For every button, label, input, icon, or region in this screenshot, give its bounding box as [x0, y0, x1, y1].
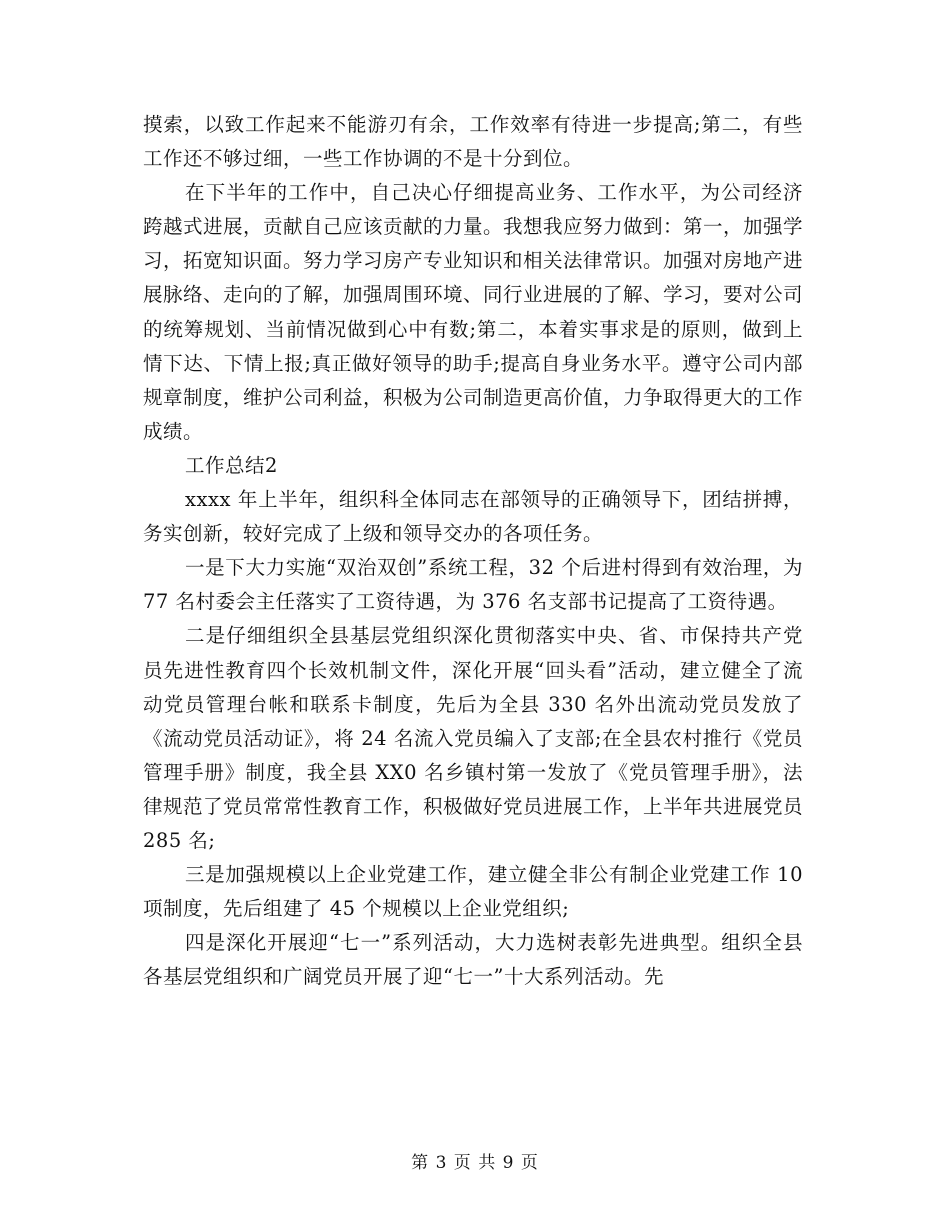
paragraph-item-one: 一是下大力实施“双治双创”系统工程，32 个后进村得到有效治理，为 77 名村委会主任落实了工资待遇，为 376 名支部书记提高了工资待遇。: [143, 556, 803, 614]
paragraph-item-four: 四是深化开展迎“七一”系列活动，大力选树表彰先进典型。组织全县各基层党组织和广阔党员开展了迎“七一”十大系列活动。先: [143, 931, 803, 989]
paragraph-intro: xxxx 年上半年，组织科全体同志在部领导的正确领导下，团结拼搏，务实创新，较好完成了上级和领导交办的各项任务。: [143, 488, 803, 546]
page-footer: 第 3 页 共 9 页: [411, 1153, 539, 1173]
paragraph-item-two: 二是仔细组织全县基层党组织深化贯彻落实中央、省、市保持共产党员先进性教育四个长效机制文件，深化开展“回头看”活动，建立健全了流动党员管理台帐和联系卡制度，先后为全县 330 名外出流动党员发放了《流动党员活动证》，将 24 名流入党员编入了支部;在全县农村推行《党员管理手册》制度，我全县 XX0 名乡镇村第一发放了《党员管理手册》，法律规范了党员常常性教育工作，积极做好党员进展工作，上半年共进展党员 285 名;: [143, 624, 804, 852]
document-body: [143, 108, 803, 994]
section-heading: 工作总结2: [185, 453, 278, 477]
paragraph-item-three: 三是加强规模以上企业党建工作，建立健全非公有制企业党建工作 10 项制度，先后组建了 45 个规模以上企业党组织;: [143, 863, 803, 921]
paragraph-second-half-plan: 在下半年的工作中，自己决心仔细提高业务、工作水平，为公司经济跨越式进展，贡献自己应该贡献的力量。我想我应努力做到：第一，加强学习，拓宽知识面。努力学习房产专业知识和相关法律常识。加强对房地产进展脉络、走向的了解，加强周围环境、同行业进展的了解、学习，要对公司的统筹规划、当前情况做到心中有数;第二，本着实事求是的原则，做到上情下达、下情上报;真正做好领导的助手;提高自身业务水平。遵守公司内部规章制度，维护公司利益，积极为公司制造更高价值，力争取得更大的工作成绩。: [143, 181, 804, 443]
paragraph-continuation: 摸索，以致工作起来不能游刃有余，工作效率有待进一步提高;第二，有些工作还不够过细，一些工作协调的不是十分到位。: [143, 113, 803, 171]
